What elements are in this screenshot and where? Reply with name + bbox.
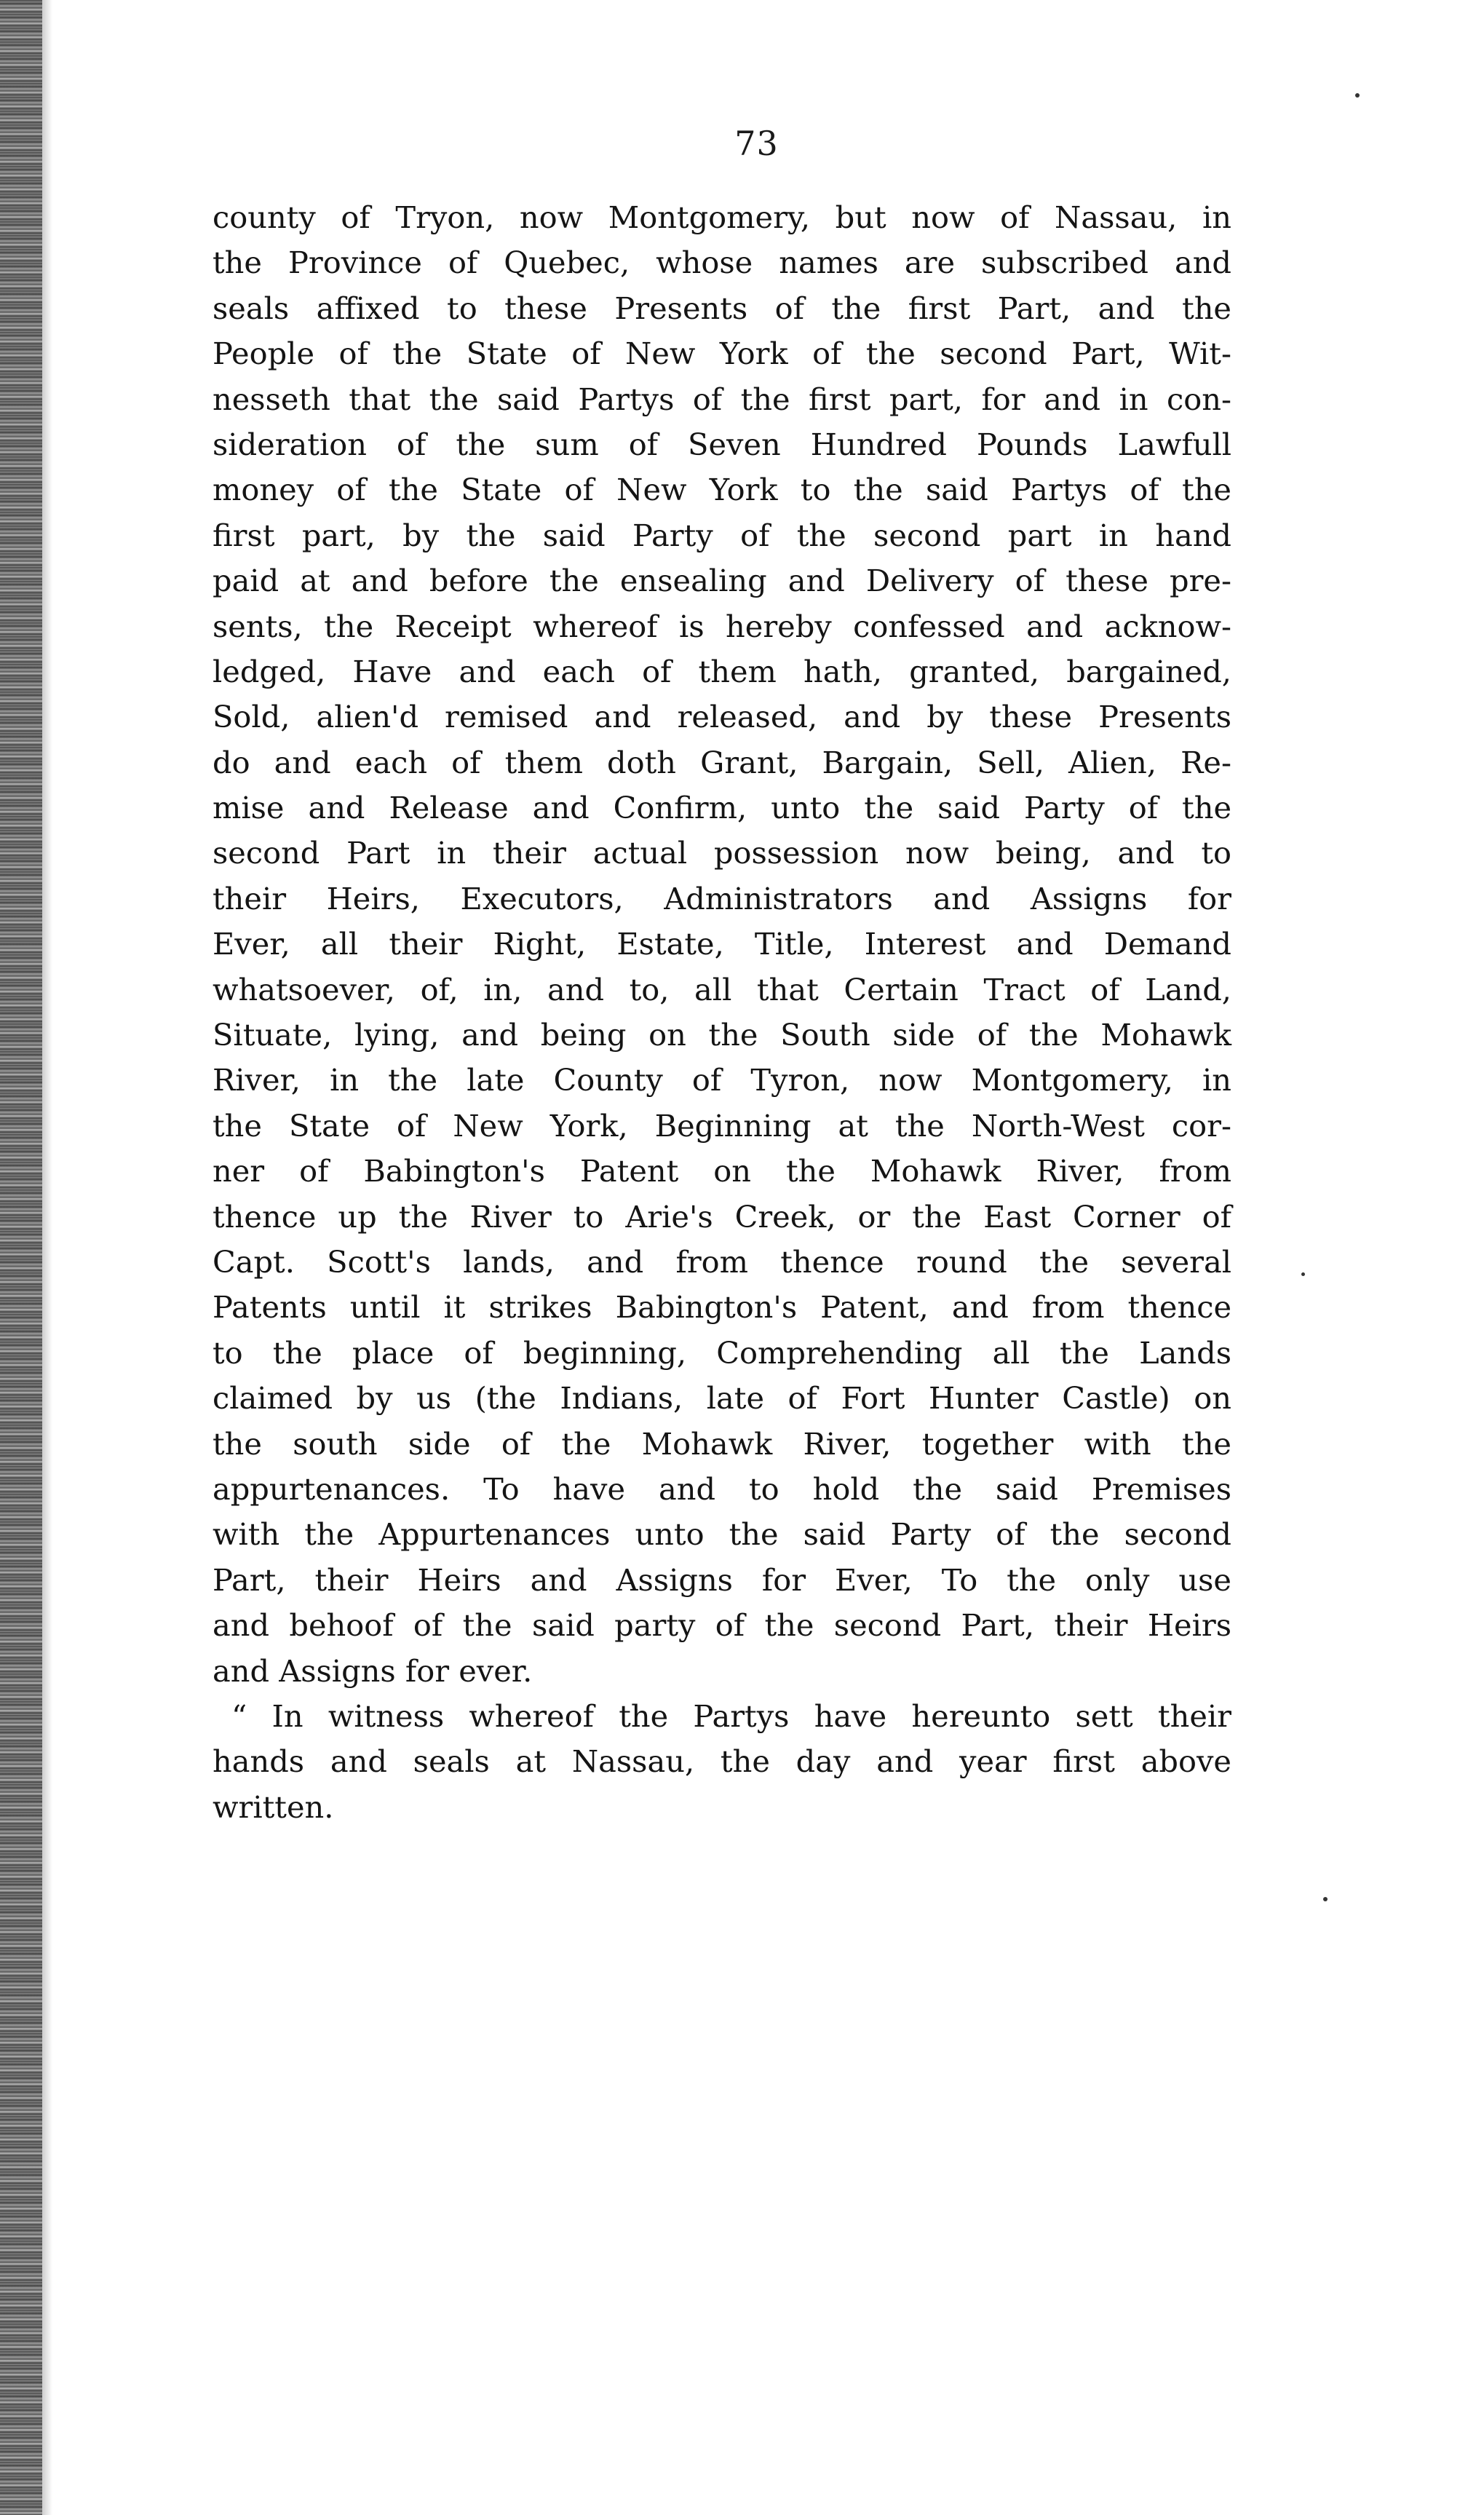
paragraph-deed — [213, 195, 1231, 1694]
text-line: and Assigns for ever. — [213, 1652, 533, 1689]
text-line: and behoof of the said party of the second Part, their Heirs — [213, 1607, 1231, 1644]
text-line: paid at and before the ensealing and Delivery of these pre- — [213, 563, 1231, 599]
text-line: Part, their Heirs and Assigns for Ever, To the only use — [213, 1561, 1231, 1598]
text-line: ledged, Have and each of them hath, granted, bargained, — [213, 653, 1231, 689]
text-line: appurtenances. To have and to hold the said Premises — [213, 1470, 1231, 1507]
text-line: the Province of Quebec, whose names are subscribed and — [213, 245, 1231, 281]
text-line: with the Appurtenances unto the said Party of the second — [213, 1516, 1231, 1553]
text-line: the south side of the Mohawk River, together with the — [213, 1425, 1231, 1462]
text-line: River, in the late County of Tyron, now Montgomery, in — [213, 1062, 1231, 1098]
scan-speck — [1301, 1272, 1305, 1276]
text-line: “ In witness whereof the Partys have hereunto sett their — [231, 1698, 1231, 1734]
text-line: Sold, alien'd remised and released, and by these Presents — [213, 699, 1231, 735]
text-line: whatsoever, of, in, and to, all that Certain Tract of Land, — [213, 971, 1231, 1007]
text-line: hands and seals at Nassau, the day and year first above — [213, 1743, 1231, 1780]
text-line: thence up the River to Arie's Creek, or the East Corner of — [213, 1198, 1231, 1235]
page-number: 73 — [734, 124, 779, 163]
text-line: Ever, all their Right, Estate, Title, Interest and Demand — [213, 926, 1231, 962]
text-line: People of the State of New York of the second Part, Wit- — [213, 336, 1231, 372]
text-line: first part, by the said Party of the second part in hand — [213, 517, 1231, 553]
text-line: ner of Babington's Patent on the Mohawk River, from — [213, 1153, 1231, 1189]
text-line: county of Tryon, now Montgomery, but now of Nassau, in — [213, 199, 1231, 235]
text-line: seals affixed to these Presents of the first Part, and the — [213, 290, 1231, 326]
text-line: the State of New York, Beginning at the North-West cor- — [213, 1107, 1231, 1144]
binding-edge — [0, 0, 42, 2515]
text-line: claimed by us (the Indians, late of Fort Hunter Castle) on — [213, 1380, 1231, 1417]
scan-speck — [1323, 1897, 1328, 1901]
text-line: Situate, lying, and being on the South side of the Mohawk — [213, 1017, 1231, 1053]
text-line: sideration of the sum of Seven Hundred Pounds Lawfull — [213, 426, 1231, 462]
body-text — [213, 195, 1231, 1830]
text-line: to the place of beginning, Comprehending all the Lands — [213, 1334, 1231, 1371]
text-line: Patents until it strikes Babington's Patent, and from thence — [213, 1289, 1231, 1326]
text-line: written. — [213, 1789, 334, 1825]
text-line: second Part in their actual possession now being, and to — [213, 835, 1231, 871]
text-line: sents, the Receipt whereof is hereby confessed and acknow- — [213, 608, 1231, 644]
text-line: mise and Release and Confirm, unto the said Party of the — [213, 790, 1231, 826]
scan-speck — [1355, 93, 1360, 98]
text-line: their Heirs, Executors, Administrators and Assigns for — [213, 880, 1231, 916]
text-line: Capt. Scott's lands, and from thence round the several — [213, 1243, 1231, 1280]
paragraph-witness — [213, 1694, 1231, 1830]
text-line: money of the State of New York to the said Partys of the — [213, 472, 1231, 508]
text-line: nesseth that the said Partys of the first part, for and in con- — [213, 381, 1231, 417]
text-line: do and each of them doth Grant, Bargain, Sell, Alien, Re- — [213, 744, 1231, 780]
